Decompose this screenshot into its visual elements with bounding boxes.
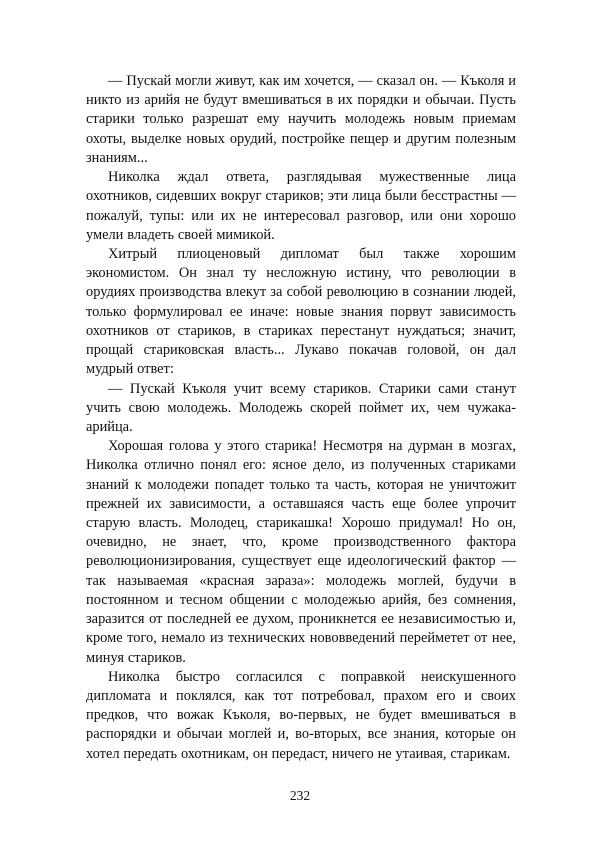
- paragraph: Николка быстро согласился с поправкой неискушенного дипломата и поклялся, как тот потребовал, прахом его и своих предков, что вожак Къколя, во-первых, не будет вмешиваться в распорядки и обычаи моглей и, во-вторых, все знания, которые он хотел передать охотникам, он передаст, ничего не утаивая, старикам.: [86, 668, 516, 762]
- paragraph: Хорошая голова у этого старика! Несмотря на дурман в мозгах, Николка отлично понял его: ясное дело, из полученных стариками знаний к молодежи попадет только та часть, которая не уничтожит прежней их зависимости, а оставшаяся часть еще более упрочит старую власть. Молодец, старикашка! Хорошо придумал! Но он, очевидно, не знает, что, кроме производственного фактора революционизирования, существует еще идеологический фактор — так называемая «красная зараза»: молодежь моглей, будучи в постоянном и тесном общении с молодежью арийя, без сомнения, заразится от последней ее духом, проникнется ее независимостью и, кроме того, немало из технических нововведений перейметет от нее, минуя стариков.: [86, 438, 516, 666]
- paragraph: Хитрый плиоценовый дипломат был также хорошим экономистом. Он знал ту несложную истину, что революции в орудиях производства влекут за собой революцию в сознании людей, только формулировал ее иначе: новые знания порвут зависимость охотников от стариков, в стариках перестанут нуждаться; значит, прощай стариковская власть... Лукаво покачав головой, он дал мудрый ответ:: [86, 245, 516, 378]
- paragraph: — Пускай Къколя учит всему стариков. Старики сами станут учить свою молодежь. Молодежь скорей поймет их, чем чужака-арийца.: [86, 380, 516, 435]
- body-text-column: [86, 72, 516, 764]
- paragraph: — Пускай могли живут, как им хочется, — сказал он. — Къколя и никто из арийя не будут вмешиваться в их порядки и обычаи. Пусть старики только разрешат ему научить молодежь новым приемам охоты, выделке новых орудий, постройке пещер и другим полезным знаниям...: [86, 73, 516, 166]
- page-number: 232: [289, 788, 311, 803]
- paragraph: Николка ждал ответа, разглядывая мужественные лица охотников, сидевших вокруг стариков; эти лица были бесстрастны — пожалуй, тупы: или их не интересовал разговор, или они хорошо умели владеть своей мимикой.: [86, 169, 516, 243]
